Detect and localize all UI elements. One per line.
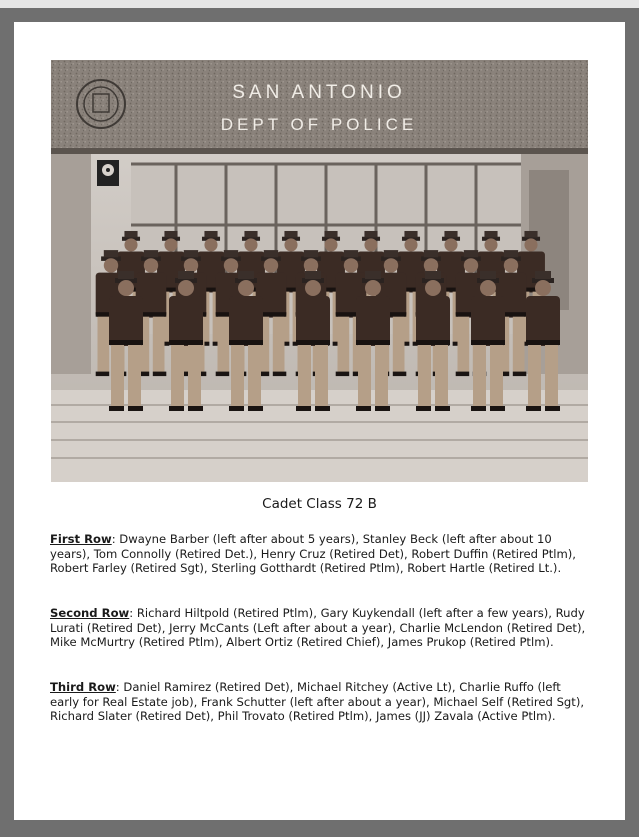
third-row-heading: Third Row <box>50 680 116 694</box>
first-row-heading: First Row <box>50 532 112 546</box>
first-row-text: : Dwayne Barber (left after about 5 years), Stanley Beck (left after about 10 years), Tom Connolly (Retired Det.), Henry Cruz (Retired Det), Robert Duffin (Retired Ptlm), Robert Farley (Retired Sgt), Sterling Gotthardt (Retired Ptlm), Robert Hartle (Retired Lt.). <box>50 532 576 576</box>
second-row-text: : Richard Hiltpold (Retired Ptlm), Gary Kuykendall (left after a few years), Rudy Lurati (Retired Det), Jerry McCants (Left after about a year), Charlie McLendon (Retired Det), Mike McMurtry (Retired Ptlm), Albert Ortiz (Retired Chief), James Prukop (Retired Ptlm). <box>50 606 586 650</box>
second-row-names <box>50 606 590 650</box>
viewer-top-bar <box>0 0 639 8</box>
third-row-names <box>50 680 590 724</box>
building-sign-line2: DEPT OF POLICE <box>220 115 418 134</box>
building-sign-line1: SAN ANTONIO <box>232 82 406 103</box>
second-row-heading: Second Row <box>50 606 130 620</box>
document-page <box>14 22 625 820</box>
class-photo <box>51 60 588 482</box>
building-facade <box>51 60 588 152</box>
photo-caption: Cadet Class 72 B <box>262 496 377 512</box>
third-row-text: : Daniel Ramirez (Retired Det), Michael Ritchey (Active Lt), Charlie Ruffo (left early for Real Estate job), Frank Schutter (left after about a year), Michael Self (Retired Sgt), Richard Slater (Retired Det), Phil Trovato (Retired Ptlm), James (JJ) Zavala (Active Ptlm). <box>50 680 585 724</box>
first-row-names <box>50 532 590 576</box>
